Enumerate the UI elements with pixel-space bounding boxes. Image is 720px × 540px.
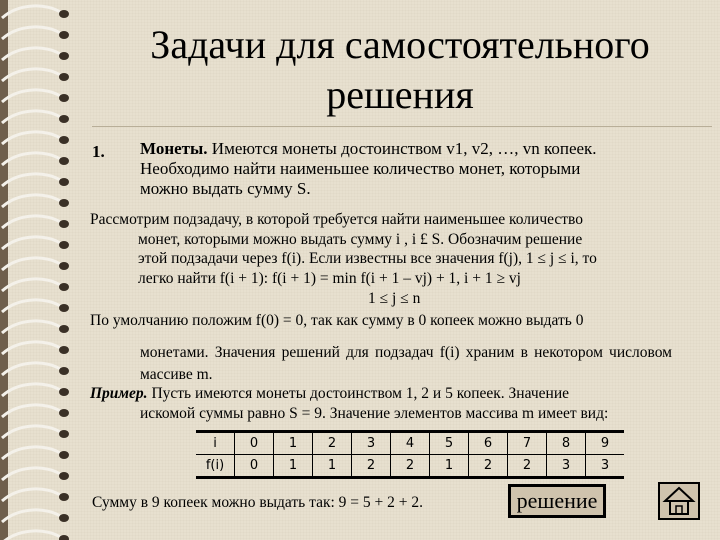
solution-button[interactable]: решение [508,484,606,518]
summary-text: Сумму в 9 копеек можно выдать так: 9 = 5 + 2 + 2. [92,494,424,511]
table-header-cell: 7 [508,432,547,455]
spiral-hole [59,451,69,459]
task-name: Монеты. [140,139,208,158]
spiral-ring [2,216,60,228]
title-divider [92,126,712,127]
table-header-cell: 2 [313,432,352,455]
spiral-hole [59,325,69,333]
spiral-hole [59,178,69,186]
spiral-ring [2,426,60,438]
spiral-ring [2,132,60,144]
para2-line-5: 1 ≤ j ≤ n [368,290,421,307]
table-value-cell: 1 [430,455,469,478]
spiral-ring [2,27,60,39]
task-line-3: можно выдать сумму S. [140,179,311,198]
example-label: Пример. [90,385,148,402]
table-value-cell: 1 [274,455,313,478]
spiral-ring [2,258,60,270]
table-value-cell: 2 [352,455,391,478]
spiral-hole [59,283,69,291]
spiral-hole [59,52,69,60]
spiral-hole [59,10,69,18]
spiral-hole [59,94,69,102]
example-rest: искомой суммы равно S = 9. Значение элементов массива m имеет вид: [140,405,609,422]
spiral-hole [59,136,69,144]
table-value-cell: f(i) [205,458,225,473]
spiral-hole [59,157,69,165]
spiral-ring [2,342,60,354]
spiral-ring [2,69,60,81]
table-value-cell: 0 [235,455,274,478]
table-header-cell: 5 [430,432,469,455]
table-header-cell: 8 [547,432,586,455]
spiral-binding [0,0,80,540]
example-paragraph [90,384,672,424]
task-line-1: Имеются монеты достоинством v1, v2, …, vn копеек. [207,139,597,158]
subproblem-paragraph [90,210,597,288]
spiral-ring [2,195,60,207]
spiral-ring [2,6,60,18]
spiral-hole [59,304,69,312]
page-title [90,20,710,120]
spiral-hole [59,409,69,417]
spiral-ring [2,111,60,123]
example-text: Пусть имеются монеты достоинством 1, 2 и 5 копеек. Значение [147,385,570,402]
table-header-cell: 6 [469,432,508,455]
para3-rest: монетами. Значения решений для подзадач f(i) храним в некотором числовом массиве m. [140,344,672,383]
spiral-hole [59,199,69,207]
para2-line-1: Рассмотрим подзадачу, в которой требуется найти наименьшее количество [90,211,584,228]
table-value-cell: 3 [547,455,586,478]
task-statement [140,139,700,199]
spiral-hole [59,514,69,522]
spiral-ring [2,279,60,291]
spiral-hole [59,73,69,81]
spiral-ring [2,48,60,60]
spiral-ring [2,384,60,396]
para2-line-2: монет, которыми можно выдать сумму i , i £ S. Обозначим решение [138,230,583,248]
para2-line-3: этой подзадачи через f(i). Если известны все значения f(j), 1 ≤ j ≤ i, то [138,250,597,267]
table-value-cell: 2 [469,455,508,478]
spiral-hole [59,31,69,39]
home-button[interactable] [658,482,700,520]
table-row-values [196,455,624,478]
task-line-2: Необходимо найти наименьшее количество монет, которыми [140,159,581,178]
table-header-cell: 3 [352,432,391,455]
table-header-cell: 1 [274,432,313,455]
spiral-ring [2,174,60,186]
spiral-hole [59,241,69,249]
spiral-hole [59,367,69,375]
spiral-hole [59,493,69,501]
table-value-cell: 2 [508,455,547,478]
table-row-header [196,432,624,455]
spiral-hole [59,430,69,438]
spiral-hole [59,472,69,480]
spiral-ring [2,531,60,540]
spiral-ring [2,405,60,417]
spiral-hole [59,388,69,396]
spiral-ring [2,363,60,375]
spiral-ring [2,468,60,480]
task-number: 1. [92,142,105,161]
spiral-ring [2,300,60,312]
spiral-ring [2,447,60,459]
array-table [196,430,624,479]
spiral-hole [59,115,69,123]
table-value-cell: 3 [586,455,625,478]
spiral-ring [2,237,60,249]
para3-line-1: По умолчанию положим f(0) = 0, так как сумму в 0 копеек можно выдать 0 [90,312,584,329]
spiral-hole [59,346,69,354]
table-value-cell: 2 [391,455,430,478]
table-header-cell: i [196,432,235,455]
table-header-cell: 0 [235,432,274,455]
title-line-2: решения [326,72,474,117]
spiral-ring [2,90,60,102]
spiral-ring [2,153,60,165]
home-icon [660,484,698,518]
spiral-ring [2,510,60,522]
spiral-ring [2,489,60,501]
spiral-hole [59,220,69,228]
table-value-cell: 1 [313,455,352,478]
table-header-cell: 9 [586,432,625,455]
spiral-hole [59,262,69,270]
para2-line-4: легко найти f(i + 1): f(i + 1) = min f(i + 1 – vj) + 1, i + 1 ≥ vj [138,269,521,287]
table-header-cell: 4 [391,432,430,455]
title-line-1: Задачи для самостоятельного [150,22,650,67]
spiral-ring [2,321,60,333]
